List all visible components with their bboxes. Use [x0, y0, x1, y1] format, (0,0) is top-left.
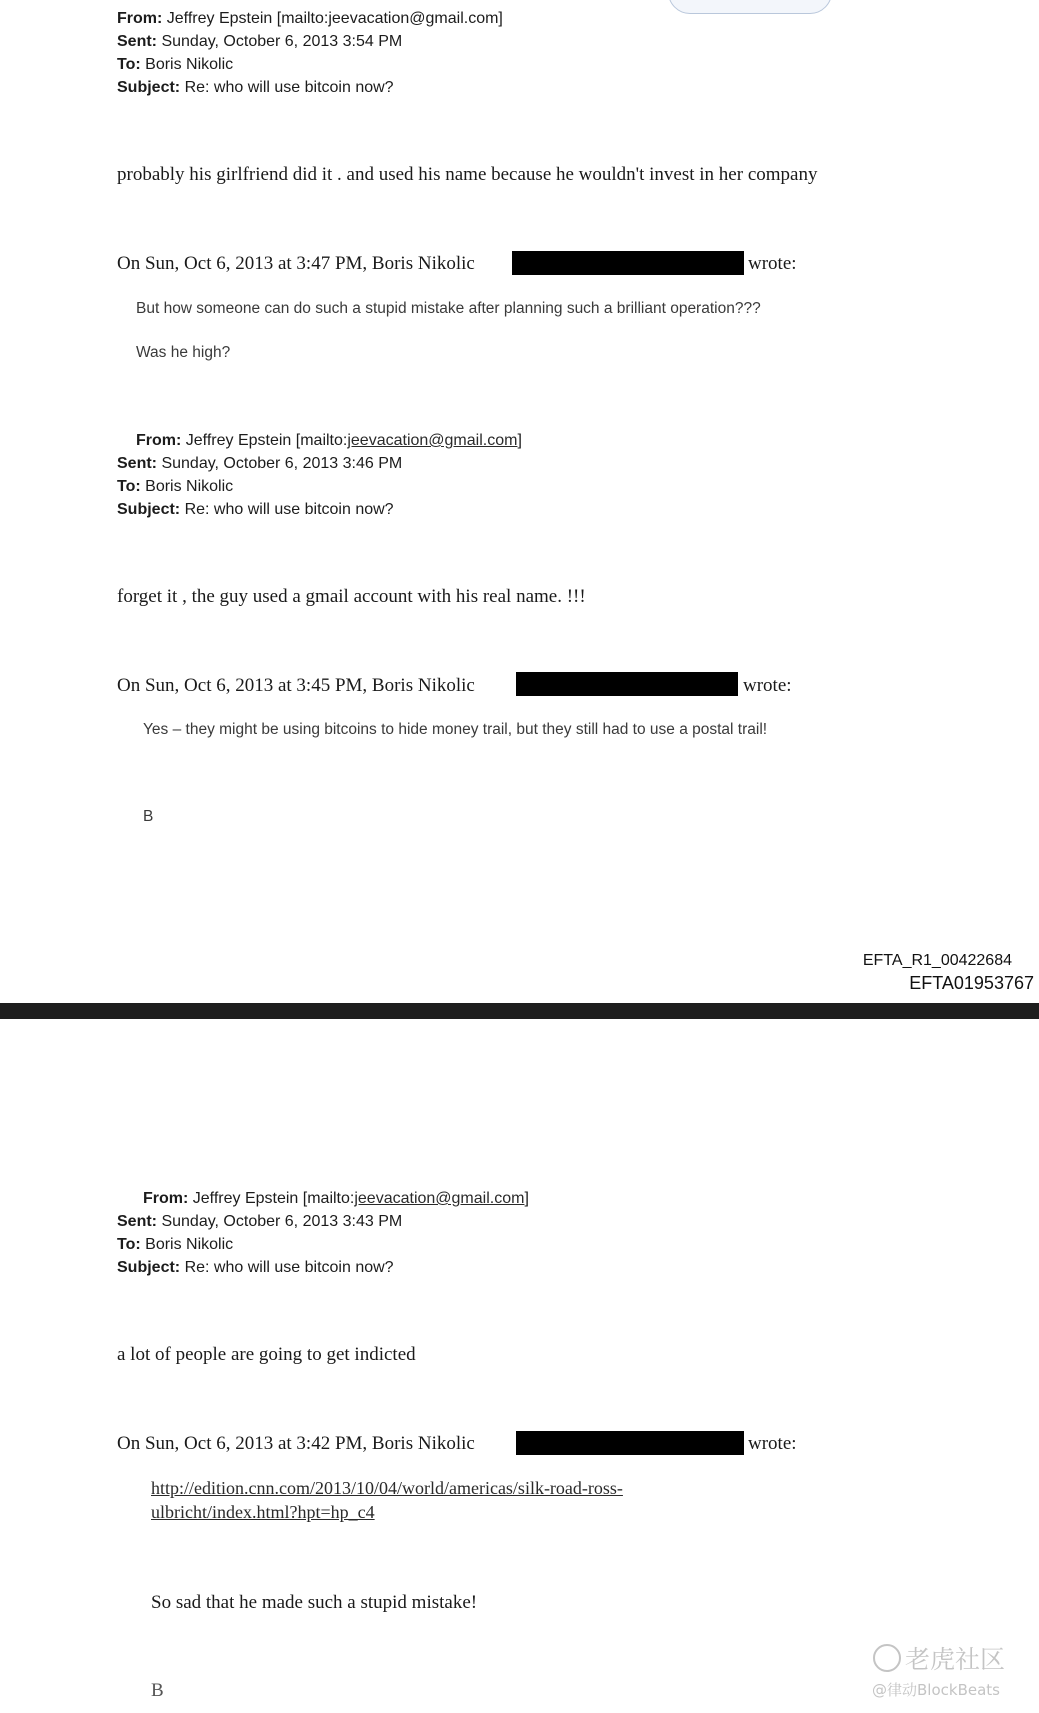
email2-from-line	[136, 429, 522, 452]
to-label: To:	[117, 1236, 141, 1253]
sent-label: Sent:	[117, 455, 157, 472]
from-suffix: ]	[517, 432, 522, 449]
cnn-link-line1[interactable]: http://edition.cnn.com/2013/10/04/world/americas/silk-road-ross-	[151, 1478, 623, 1498]
to-value: Boris Nikolic	[145, 478, 234, 495]
quote3-signoff: B	[151, 1680, 164, 1701]
from-suffix: ]	[524, 1190, 529, 1207]
quote3-line1: So sad that he made such a stupid mistake!	[151, 1592, 478, 1613]
email-link[interactable]: jeevacation@gmail.com	[354, 1190, 525, 1207]
to-value: Boris Nikolic	[145, 1236, 234, 1253]
redaction-box	[516, 1431, 744, 1455]
from-prefix: Jeffrey Epstein [mailto:	[185, 432, 348, 449]
email3-from-line	[143, 1187, 529, 1210]
subject-label: Subject:	[117, 501, 181, 518]
quote2-intro: On Sun, Oct 6, 2013 at 3:45 PM, Boris Nikolic	[117, 675, 475, 696]
subject-value: Re: who will use bitcoin now?	[184, 1259, 394, 1276]
email1-subject-line	[117, 76, 394, 99]
email2-body: forget it , the guy used a gmail account with his real name. !!!	[117, 586, 586, 607]
email3-to-line	[117, 1233, 233, 1256]
subject-label: Subject:	[117, 79, 181, 96]
page-divider	[0, 1003, 1039, 1019]
from-label: From:	[117, 10, 163, 27]
email3-sent-line	[117, 1210, 402, 1233]
quote1-intro: On Sun, Oct 6, 2013 at 3:47 PM, Boris Nikolic	[117, 253, 475, 274]
email1-from-line	[117, 7, 503, 30]
redaction-box	[516, 672, 738, 696]
watermark-icon	[873, 1644, 901, 1672]
quote1-line1: But how someone can do such a stupid mistake after planning such a brilliant operation???	[136, 300, 761, 317]
email1-body: probably his girlfriend did it . and used his name because he wouldn't invest in her company	[117, 164, 818, 185]
bates-id-2: EFTA01953767	[909, 973, 1034, 993]
to-label: To:	[117, 478, 141, 495]
email-link[interactable]: jeevacation@gmail.com	[347, 432, 518, 449]
sent-value: Sunday, October 6, 2013 3:43 PM	[161, 1213, 403, 1230]
quote2-signoff: B	[143, 808, 154, 825]
email1-sent-line	[117, 30, 402, 53]
quote1-line2: Was he high?	[136, 344, 231, 361]
email3-body: a lot of people are going to get indicted	[117, 1344, 416, 1365]
quote3-intro: On Sun, Oct 6, 2013 at 3:42 PM, Boris Nikolic	[117, 1433, 475, 1454]
from-label: From:	[136, 432, 182, 449]
cnn-link-line2[interactable]: ulbricht/index.html?hpt=hp_c4	[151, 1502, 375, 1522]
sent-label: Sent:	[117, 1213, 157, 1230]
quote3-wrote: wrote:	[748, 1433, 797, 1454]
sent-label: Sent:	[117, 33, 157, 50]
email2-sent-line	[117, 452, 402, 475]
email3-subject-line	[117, 1256, 394, 1279]
from-prefix: Jeffrey Epstein [mailto:	[192, 1190, 355, 1207]
redaction-box	[512, 251, 744, 275]
watermark-logo-text: 老虎社区	[873, 1640, 1005, 1676]
subject-value: Re: who will use bitcoin now?	[184, 501, 394, 518]
subject-value: Re: who will use bitcoin now?	[184, 79, 394, 96]
to-label: To:	[117, 56, 141, 73]
sent-value: Sunday, October 6, 2013 3:46 PM	[161, 455, 403, 472]
quote1-wrote: wrote:	[748, 253, 797, 274]
from-value: Jeffrey Epstein [mailto:jeevacation@gmail.com]	[166, 10, 503, 27]
watermark-handle: @律动BlockBeats	[872, 1681, 1000, 1699]
from-label: From:	[143, 1190, 189, 1207]
sent-value: Sunday, October 6, 2013 3:54 PM	[161, 33, 403, 50]
partial-ui-element	[668, 0, 832, 14]
subject-label: Subject:	[117, 1259, 181, 1276]
email1-to-line	[117, 53, 233, 76]
quote2-line1: Yes – they might be using bitcoins to hide money trail, but they still had to use a postal trail!	[143, 721, 768, 738]
email2-subject-line	[117, 498, 394, 521]
quote2-wrote: wrote:	[743, 675, 792, 696]
email2-to-line	[117, 475, 233, 498]
to-value: Boris Nikolic	[145, 56, 234, 73]
bates-id-1: EFTA_R1_00422684	[862, 952, 1012, 969]
